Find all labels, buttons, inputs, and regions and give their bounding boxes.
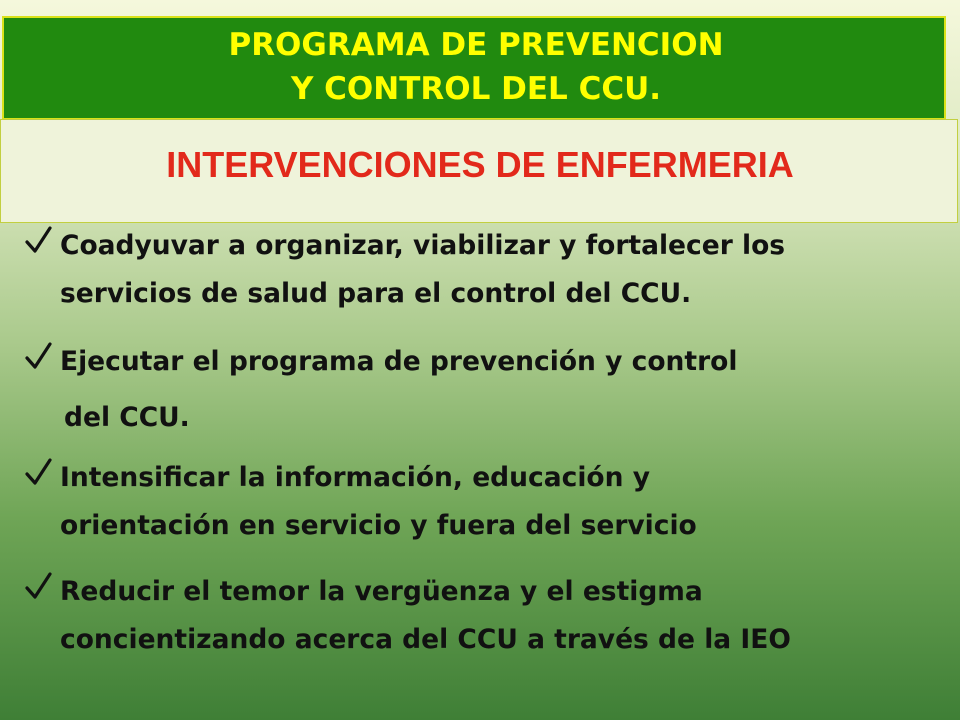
- checkmark-icon: [24, 338, 52, 372]
- bullet-line: servicios de salud para el control del CCU.: [60, 278, 692, 309]
- checkmark-icon: [24, 454, 52, 488]
- bullet-line: Coadyuvar a organizar, viabilizar y fortalecer los: [60, 230, 786, 261]
- bullet-line: concientizando acerca del CCU a través de la IEO: [60, 624, 791, 655]
- subtitle: INTERVENCIONES DE ENFERMERIA: [166, 144, 794, 185]
- bullet-line: del CCU.: [64, 402, 190, 433]
- subtitle-banner: [0, 119, 958, 223]
- checkmark-icon: [24, 568, 52, 602]
- bullet-line: orientación en servicio y fuera del servicio: [60, 510, 697, 541]
- bullet-line: Reducir el temor la vergüenza y el estigma: [60, 576, 703, 607]
- bullet-text: [60, 454, 944, 550]
- bullet-text: [60, 568, 944, 664]
- bullet-text: [64, 394, 948, 442]
- title-line-1: PROGRAMA DE PREVENCION: [228, 27, 724, 63]
- bullet-line: Ejecutar el programa de prevención y control: [60, 346, 738, 377]
- checkmark-icon: [24, 222, 52, 256]
- title-line-2: Y CONTROL DEL CCU.: [290, 71, 662, 107]
- bullet-text: [60, 338, 944, 386]
- title-banner: [2, 16, 946, 120]
- bullet-text: [60, 222, 944, 318]
- bullet-line: Intensificar la información, educación y: [60, 462, 650, 493]
